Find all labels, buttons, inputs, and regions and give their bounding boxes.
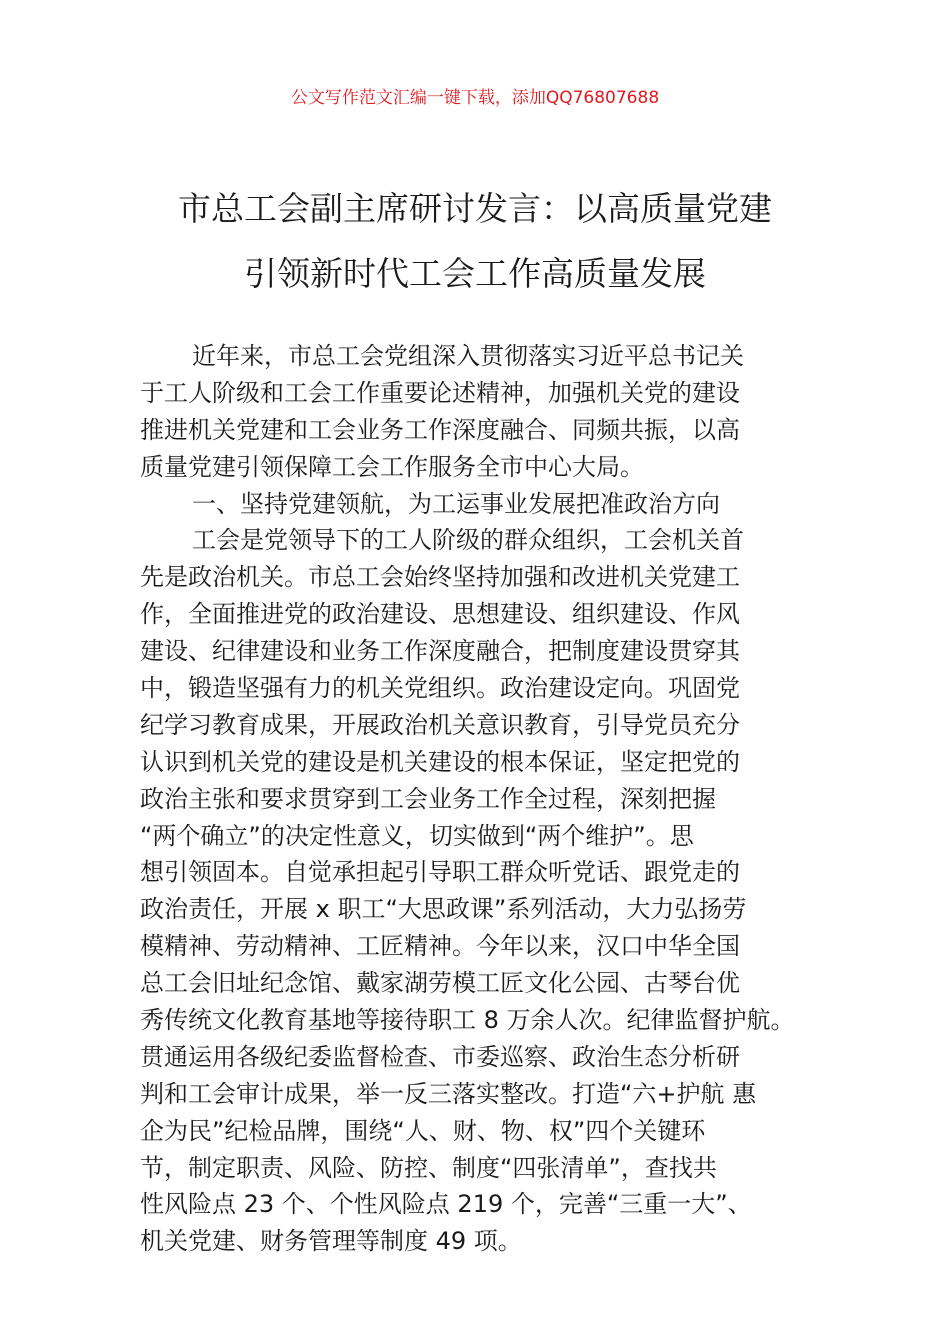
paragraph-line: 近年来，市总工会党组深入贯彻落实习近平总书记关 — [192, 342, 744, 370]
paragraph-line: 作，全面推进党的政治建设、思想建设、组织建设、作风 — [140, 600, 740, 629]
document-body — [140, 338, 820, 1260]
paragraph-line: 性风险点 23 个、个性风险点 219 个，完善“三重一大”、 — [140, 1190, 752, 1219]
paragraph-line: 总工会旧址纪念馆、戴家湖劳模工匠文化公园、古琴台优 — [140, 969, 740, 998]
title-line: 市总工会副主席研讨发言：以高质量党建 — [178, 189, 772, 228]
paragraph-line: 政治主张和要求贯穿到工会业务工作全过程，深刻把握 — [140, 784, 716, 813]
download-banner: 公文写作范文汇编一键下载，添加QQ76807688 — [290, 88, 660, 108]
paragraph-line: 推进机关党建和工会业务工作深度融合、同频共振，以高 — [140, 415, 740, 444]
paragraph-line: “两个确立”的决定性意义，切实做到“两个维护”。思 — [140, 821, 694, 850]
paragraph-line: 想引领固本。自觉承担起引导职工群众听党话、跟党走的 — [140, 858, 740, 887]
paragraph-line: 机关党建、财务管理等制度 49 项。 — [140, 1227, 522, 1256]
paragraph-line: 秀传统文化教育基地等接待职工 8 万余人次。纪律监督护航。 — [140, 1006, 795, 1035]
paragraph-line: 判和工会审计成果，举一反三落实整改。打造“六+护航 惠 — [140, 1079, 757, 1108]
paragraph-line: 工会是党领导下的工人阶级的群众组织，工会机关首 — [192, 526, 744, 555]
document-title — [60, 176, 890, 306]
paragraph-line: 贯通运用各级纪委监督检查、市委巡察、政治生态分析研 — [140, 1042, 740, 1071]
paragraph-line: 建设、纪律建设和业务工作深度融合，把制度建设贯穿其 — [140, 637, 740, 666]
section-heading: 一、坚持党建领航，为工运事业发展把准政治方向 — [192, 489, 720, 518]
paragraph-line: 纪学习教育成果，开展政治机关意识教育，引导党员充分 — [140, 710, 740, 739]
paragraph-line: 政治责任，开展 x 职工“大思政课”系列活动，大力弘扬劳 — [140, 895, 747, 924]
paragraph-line: 质量党建引领保障工会工作服务全市中心大局。 — [140, 452, 644, 481]
title-line: 引领新时代工会工作高质量发展 — [244, 254, 706, 293]
paragraph-line: 中，锻造坚强有力的机关党组织。政治建设定向。巩固党 — [140, 674, 740, 703]
paragraph-line: 企为民”纪检品牌，围绕“人、财、物、权”四个关键环 — [140, 1116, 706, 1145]
paragraph-line: 节，制定职责、风险、防控、制度“四张清单”，查找共 — [140, 1153, 717, 1182]
paragraph-line: 先是政治机关。市总工会始终坚持加强和改进机关党建工 — [140, 563, 740, 592]
paragraph-line: 模精神、劳动精神、工匠精神。今年以来，汉口中华全国 — [140, 932, 740, 961]
paragraph-line: 认识到机关党的建设是机关建设的根本保证，坚定把党的 — [140, 747, 740, 776]
paragraph-line: 于工人阶级和工会工作重要论述精神，加强机关党的建设 — [140, 378, 740, 407]
